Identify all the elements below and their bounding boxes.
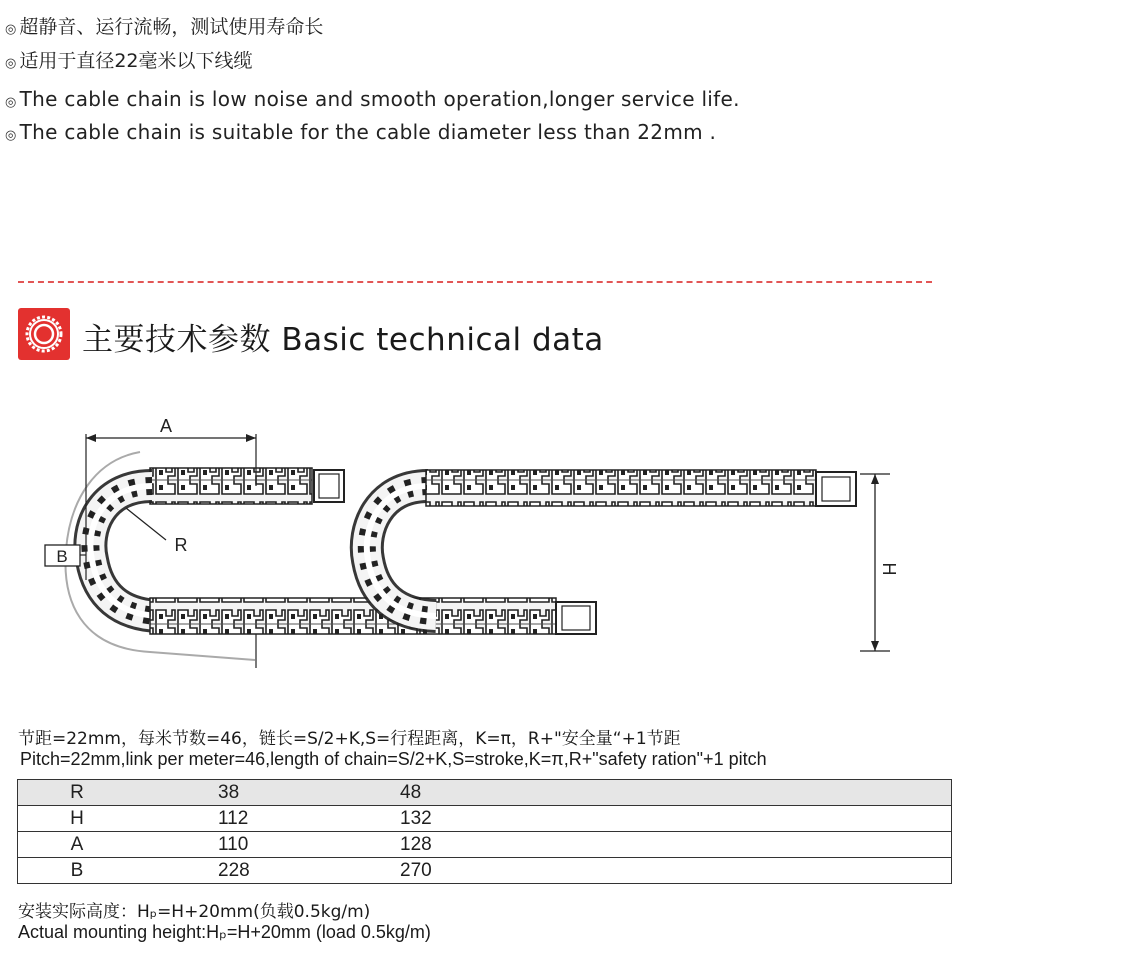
section-divider xyxy=(18,281,932,283)
gear-icon xyxy=(18,308,70,360)
cable-chain-diagram xyxy=(0,390,1140,680)
row-label: R xyxy=(70,782,84,803)
value-cell: 112 xyxy=(218,808,249,829)
value-cell: 110 xyxy=(218,834,249,855)
table-cell xyxy=(18,858,952,884)
bullet-icon: ◎ xyxy=(5,128,17,143)
feature-text: 适用于直径22毫米以下线缆 xyxy=(19,50,253,72)
table-row xyxy=(18,806,952,832)
bullet-icon: ◎ xyxy=(5,22,17,37)
dim-label-a: A xyxy=(159,416,173,436)
value-cell: 128 xyxy=(400,834,432,855)
feature-text: The cable chain is low noise and smooth operation,longer service life. xyxy=(19,87,740,111)
pitch-note-cn: 节距=22mm，每米节数=46，链长=S/2+K,S=行程距离，K=π，R+"安全量“+1节距 xyxy=(18,729,681,749)
feature-line-3 xyxy=(5,87,740,111)
row-label: H xyxy=(70,808,84,829)
value-cell: 132 xyxy=(400,808,432,829)
table-row xyxy=(18,858,952,884)
value-cell: 38 xyxy=(218,782,240,803)
value-cell: 228 xyxy=(218,860,250,881)
value-cell: 270 xyxy=(400,860,432,881)
mount-note-cn: 安装实际高度：Hₚ=H+20mm(负载0.5kg/m) xyxy=(18,902,371,922)
mount-note-en: Actual mounting height:Hₚ=H+20mm (load 0.5kg/m) xyxy=(18,922,431,942)
bullet-icon: ◎ xyxy=(5,95,17,110)
feature-text: 超静音、运行流畅，测试使用寿命长 xyxy=(19,16,324,38)
feature-line-1 xyxy=(5,12,323,39)
row-label: B xyxy=(70,860,84,881)
feature-line-2 xyxy=(5,46,253,73)
table-row xyxy=(18,832,952,858)
dim-label-b: B xyxy=(56,547,68,566)
table-cell xyxy=(18,832,952,858)
table-cell xyxy=(18,780,952,806)
row-label: A xyxy=(70,834,84,855)
bullet-icon: ◎ xyxy=(5,56,17,71)
dim-label-h: H xyxy=(879,562,899,576)
table-cell xyxy=(18,806,952,832)
dim-label-r: R xyxy=(174,535,188,555)
feature-text: The cable chain is suitable for the cable diameter less than 22mm . xyxy=(19,120,717,144)
value-cell: 48 xyxy=(400,782,422,803)
feature-line-4 xyxy=(5,120,716,144)
section-title: 主要技术参数 Basic technical data xyxy=(82,322,604,358)
pitch-note-en: Pitch=22mm,link per meter=46,length of chain=S/2+K,S=stroke,K=π,R+"safety ration"+1 pitch xyxy=(20,749,767,769)
table-row xyxy=(18,780,952,806)
spec-table xyxy=(17,779,952,884)
